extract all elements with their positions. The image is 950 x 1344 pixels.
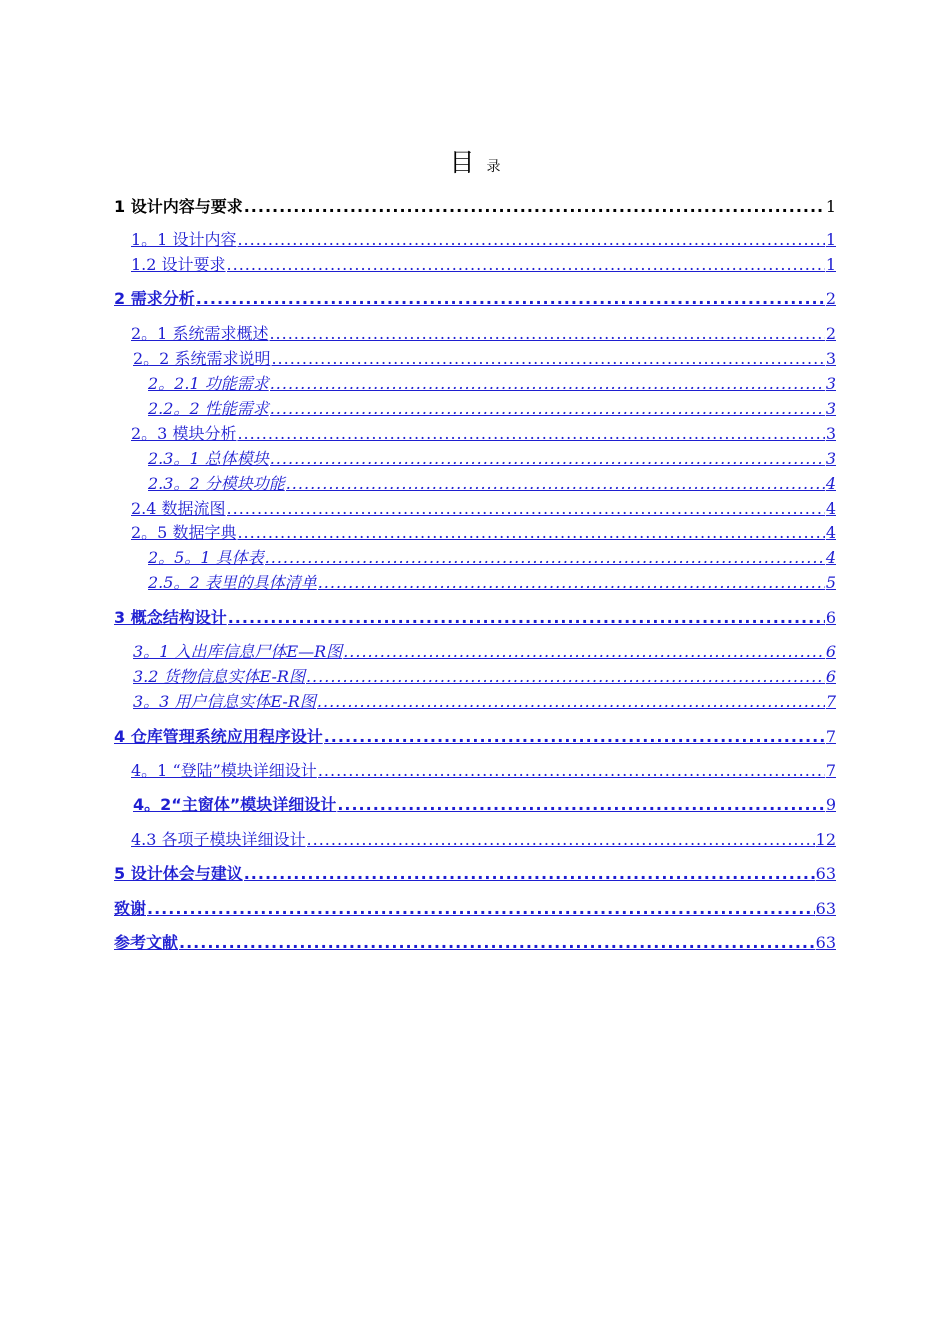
toc-entry[interactable] — [114, 863, 836, 885]
toc-leader-dots — [228, 607, 825, 629]
toc-leader-dots — [227, 254, 825, 276]
toc-entry[interactable] — [131, 760, 836, 782]
toc-entry-page: 63 — [815, 933, 836, 952]
toc-leader-dots — [237, 229, 824, 251]
toc-entry-label: 2 需求分析 — [114, 289, 195, 308]
toc-entry[interactable] — [148, 473, 836, 495]
toc-leader-dots — [270, 398, 825, 420]
toc-entry-page: 4 — [825, 474, 836, 493]
toc-entry-page: 3 — [825, 424, 836, 443]
toc-entry-page: 9 — [825, 795, 836, 814]
toc-leader-dots — [286, 473, 825, 495]
toc-entry-label: 参考文献 — [114, 933, 179, 952]
toc-entry-page: 3 — [825, 399, 836, 418]
toc-entry[interactable] — [131, 323, 836, 345]
toc-leader-dots — [237, 423, 824, 445]
toc-entry-page: 7 — [825, 692, 836, 711]
toc-leader-dots — [324, 726, 825, 748]
toc-entry-label: 4。1 “登陆”模块详细设计 — [131, 761, 317, 780]
toc-entry-page: 3 — [825, 449, 836, 468]
toc-entry[interactable] — [148, 448, 836, 470]
toc-entry-label: 1。1 设计内容 — [131, 230, 237, 249]
toc-title-sub: 录 — [486, 159, 501, 175]
toc-entry-page: 1 — [825, 230, 836, 249]
toc-entry-label: 4 仓库管理系统应用程序设计 — [114, 727, 323, 746]
toc-entry[interactable] — [114, 726, 836, 748]
toc-entry-label: 3。3 用户信息实体E-R图 — [133, 692, 316, 711]
toc-leader-dots — [179, 932, 815, 954]
toc-leader-dots — [244, 863, 815, 885]
toc-entry[interactable] — [114, 288, 836, 310]
toc-entry-page: 63 — [815, 864, 836, 883]
toc-entry[interactable] — [131, 254, 836, 276]
toc-title — [0, 143, 950, 179]
toc-leader-dots — [306, 666, 825, 688]
toc-entry[interactable] — [148, 572, 836, 594]
toc-entry-label: 2.3。2 分模块功能 — [148, 474, 285, 493]
toc-leader-dots — [237, 522, 824, 544]
toc-entry[interactable] — [133, 641, 836, 663]
toc-entry-page: 6 — [825, 608, 836, 627]
toc-entry[interactable] — [133, 666, 836, 688]
toc-entry-page: 4 — [825, 523, 836, 542]
toc-entry-page: 2 — [825, 289, 836, 308]
toc-entry-page: 7 — [825, 727, 836, 746]
toc-entry[interactable] — [133, 691, 836, 713]
toc-entry-label: 2。1 系统需求概述 — [131, 324, 269, 343]
toc-entry-label: 4.3 各项子模块详细设计 — [131, 830, 306, 849]
toc-leader-dots — [196, 288, 825, 310]
toc-leader-dots — [343, 641, 825, 663]
toc-leader-dots — [227, 498, 825, 520]
toc-entry[interactable] — [148, 373, 836, 395]
toc-entry-page: 6 — [825, 667, 836, 686]
toc-entry-label: 4。2“主窗体”模块详细设计 — [133, 795, 337, 814]
toc-entry[interactable] — [133, 794, 836, 816]
toc-entry-label: 2。2.1 功能需求 — [148, 374, 269, 393]
toc-entry[interactable] — [131, 229, 836, 251]
toc-title-main: 目 — [449, 148, 475, 177]
toc-entry-label: 2。5。1 具体表 — [148, 548, 264, 567]
toc-entry[interactable] — [131, 498, 836, 520]
toc-entry[interactable] — [114, 607, 836, 629]
toc-entry-label: 致谢 — [114, 899, 147, 918]
toc-entry[interactable] — [133, 348, 836, 370]
toc-entry-page: 3 — [825, 349, 836, 368]
toc-entry-label: 2.2。2 性能需求 — [148, 399, 269, 418]
toc-leader-dots — [318, 760, 825, 782]
toc-entry-label: 2.3。1 总体模块 — [148, 449, 269, 468]
toc-entry-page: 4 — [825, 499, 836, 518]
toc-entry-label: 3.2 货物信息实体E-R图 — [133, 667, 305, 686]
toc-entry[interactable] — [131, 522, 836, 544]
toc-entry-page: 1 — [825, 197, 836, 216]
toc-entry-page: 63 — [815, 899, 836, 918]
toc-leader-dots — [318, 572, 825, 594]
toc-entry[interactable] — [114, 898, 836, 920]
toc-entry-page: 7 — [825, 761, 836, 780]
toc-leader-dots — [244, 196, 825, 218]
toc-entry-page: 6 — [825, 642, 836, 661]
toc-entry-label: 2。5 数据字典 — [131, 523, 237, 542]
toc-entry-label: 2。3 模块分析 — [131, 424, 237, 443]
toc-entry-label: 2.4 数据流图 — [131, 499, 226, 518]
toc-entry[interactable] — [114, 932, 836, 954]
toc-entry-label: 1 设计内容与要求 — [114, 197, 243, 216]
toc-entry-page: 4 — [825, 548, 836, 567]
toc-entry[interactable] — [148, 547, 836, 569]
toc-leader-dots — [147, 898, 815, 920]
toc-entry-page: 3 — [825, 374, 836, 393]
toc-entry-page: 2 — [825, 324, 836, 343]
toc-entry-label: 1.2 设计要求 — [131, 255, 226, 274]
toc-entry[interactable] — [131, 423, 836, 445]
toc-entry-page: 5 — [825, 573, 836, 592]
toc-entry-label: 2。2 系统需求说明 — [133, 349, 271, 368]
toc-leader-dots — [307, 829, 815, 851]
toc-leader-dots — [271, 348, 824, 370]
toc-leader-dots — [265, 547, 825, 569]
toc-entry[interactable] — [131, 829, 836, 851]
toc-leader-dots — [337, 794, 825, 816]
toc-leader-dots — [270, 448, 825, 470]
toc-entry-label: 3。1 入出库信息尸体E—R图 — [133, 642, 343, 661]
toc-entry[interactable] — [148, 398, 836, 420]
toc-entry-page: 1 — [825, 255, 836, 274]
toc-entry-label: 3 概念结构设计 — [114, 608, 227, 627]
toc-leader-dots — [269, 323, 824, 345]
toc-leader-dots — [317, 691, 825, 713]
toc-leader-dots — [270, 373, 825, 395]
toc-entry-label: 5 设计体会与建议 — [114, 864, 243, 883]
toc-entry-label: 2.5。2 表里的具体清单 — [148, 573, 317, 592]
toc-entry[interactable] — [114, 196, 836, 218]
toc-entry-page: 12 — [815, 830, 836, 849]
